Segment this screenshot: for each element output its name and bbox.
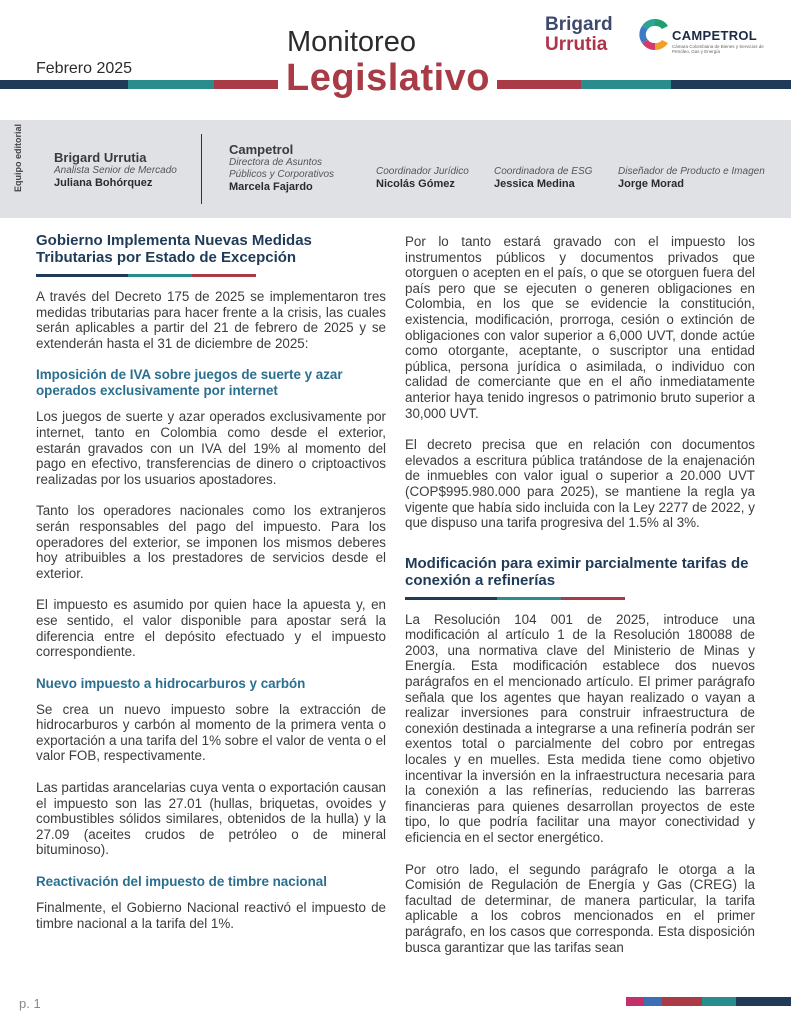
editor-role: Coordinadora de ESG	[494, 166, 593, 177]
paragraph: Por otro lado, el segundo parágrafo le otorga a la Comisión de Regulación de Energía y Gas (CREG) la facultad de determinar, de manera particular, la tarifa aplicable a los cobros mencionados en el primer parágrafo, en los casos que corresponda. Esta disposición busca garantizar que las tarifas sean	[405, 861, 755, 955]
paragraph: Finalmente, el Gobierno Nacional reactivó el impuesto de timbre nacional a la tarifa del 1%.	[36, 900, 386, 931]
editor-designer	[618, 166, 788, 190]
footer-stripe-navy	[736, 997, 791, 1006]
article-title-tax-measures: Gobierno Implementa Nuevas Medidas Tributarias por Estado de Excepción	[36, 232, 312, 266]
footer-stripe-teal	[702, 997, 736, 1006]
footer-stripe-blue	[644, 997, 662, 1006]
paragraph: Por lo tanto estará gravado con el impuesto los instrumentos públicos y documentos privados que otorguen o acepten en el país, o que se otorguen fuera del país pero que se ejecuten o generen obligaciones en Colombia, en los que se evidencie la constitución, existencia, modificación, prorroga, cesión o extinción de obligaciones con valor superior a 6,000 UVT, donde actúe como otorgante, aceptante, o suscriptor una entidad pública, persona jurídica o asimilada, o individuo con calidad de comerciante que en el año inmediatamente anterior haya tenido ingresos o patrimonio bruto superior a 30,000 UVT.	[405, 234, 755, 421]
editor-legal-coordinator	[376, 166, 491, 190]
title-underline	[405, 597, 625, 600]
paragraph: Los juegos de suerte y azar operados exclusivamente por internet, tanto en Colombia como desde el exterior, estarán gravados con un IVA del 19% al momento del pago en efectivo, transferencias de dinero o criptoactivos realizadas por los usuarios apostadores.	[36, 409, 386, 487]
brigard-urrutia-logo	[545, 15, 613, 55]
editor-role: Analista Senior de Mercado	[54, 165, 177, 176]
paragraph: Tanto los operadores nacionales como los extranjeros serán responsables del pago del impuesto. Para los operadores del exterior, se imponen los mismos deberes hoy atribuibles a los prestadores de servicios desde el exterior.	[36, 503, 386, 581]
header-stripe-teal	[128, 80, 214, 89]
newsletter-title-line1: Monitoreo	[287, 26, 416, 58]
paragraph: A través del Decreto 175 de 2025 se implementaron tres medidas tributarias para hacer frente a la crisis, las cuales serán aplicables a partir del 21 de febrero de 2025 y se extenderán hasta el 31 de diciembre de 2025:	[36, 289, 386, 351]
editor-name: Nicolás Gómez	[376, 178, 455, 190]
subheading-hydrocarbons-tax: Nuevo impuesto a hidrocarburos y carbón	[36, 675, 306, 691]
editor-name: Marcela Fajardo	[229, 181, 313, 193]
page-number: p. 1	[19, 996, 41, 1011]
footer-stripe-magenta	[626, 997, 644, 1006]
editor-org: Brigard Urrutia	[54, 150, 147, 165]
page-header	[0, 0, 791, 118]
editor-role: Coordinador Jurídico	[376, 166, 469, 177]
campetrol-logo-name: CAMPETROL	[672, 28, 758, 43]
paragraph: El decreto precisa que en relación con documentos elevados a escritura pública tratándose de la enajenación de inmuebles con valor igual o superior a 20.000 UVT (COP$995.980.000 para 2025), se mantiene la regla ya vigente que había sido incluida con la Ley 2277 de 2022, y que dispuso una tarifa progresiva del 1.5% al 3%.	[405, 437, 755, 531]
brigard-logo-line2: Urrutia	[545, 34, 608, 55]
left-column	[36, 232, 386, 947]
header-stripe-teal-right	[581, 80, 671, 89]
paragraph: El impuesto es asumido por quien hace la apuesta y, en ese sentido, el valor disponible para apostar será la diferencia entre el depósito efectuado y el impuesto correspondiente.	[36, 597, 386, 660]
campetrol-logo-subtitle: Cámara Colombiana de Bienes y Servicios de Petróleo, Gas y Energía	[672, 44, 764, 54]
editorial-team-band	[0, 120, 791, 218]
editor-name: Juliana Bohórquez	[54, 177, 153, 189]
header-stripe-red-right	[497, 80, 581, 89]
paragraph: Las partidas arancelarias cuya venta o exportación causan el impuesto son las 27.01 (hullas, briquetas, ovoides y combustibles sólidos similares, obtenidos de la hulla) y la 27.09 (aceites crudos de petróleo o de mineral bituminoso).	[36, 780, 386, 858]
editorial-team-label: Equipo editorial	[13, 123, 23, 192]
paragraph: La Resolución 104 001 de 2025, introduce una modificación al artículo 1 de la Resolución 180088 de 2003, una normativa clave del Ministerio de Minas y Energía. Esta modificación establece dos nuevos parágrafos en el mencionado artículo. El primer parágrafo señala que los agentes que hayan realizado o vayan a realizar inversiones para construir infraestructura de conexión destinada a integrarse a una refinería podrán ser exentos total o parcialmente del cobro por entregas locales y en muelles. Esta medida tiene como objetivo incentivar la inversión en la infraestructura necesaria para la conexión a las refinerías, reduciendo las barreras financieras para quienes desarrollan proyectos de este tipo, lo que podría facilitar una mayor conectividad y eficiencia en el sector energético.	[405, 611, 755, 845]
newsletter-title-line2: Legislativo	[286, 57, 490, 99]
campetrol-logo	[638, 16, 778, 56]
editorial-divider	[201, 134, 202, 204]
editor-brigard	[54, 150, 194, 189]
header-stripe-red	[214, 80, 278, 89]
article-title-refinery-tariffs: Modificación para eximir parcialmente tarifas de conexión a refinerías	[405, 554, 749, 589]
right-column	[405, 234, 755, 971]
editor-role: Directora de Asuntos Públicos y Corporativos	[229, 157, 335, 180]
editor-esg-coordinator	[494, 166, 614, 190]
footer-stripe-red	[662, 997, 702, 1006]
header-stripe-navy-right	[671, 80, 791, 89]
header-stripe-navy	[0, 80, 128, 89]
subheading-stamp-tax: Reactivación del impuesto de timbre nacional	[36, 874, 327, 890]
editor-name: Jorge Morad	[618, 178, 685, 190]
editor-role: Diseñador de Producto e Imagen	[618, 166, 765, 177]
editor-name: Jessica Medina	[494, 178, 575, 190]
title-underline	[36, 274, 256, 277]
brigard-logo-line1: Brigard	[545, 14, 613, 35]
editor-org: Campetrol	[229, 142, 294, 157]
paragraph: Se crea un nuevo impuesto sobre la extracción de hidrocarburos y carbón al momento de la primera venta o exportación a una tarifa del 1% sobre el valor de venta o el valor FOB, respectivamente.	[36, 701, 386, 764]
campetrol-emblem-icon	[638, 16, 672, 54]
editor-campetrol	[229, 142, 359, 193]
subheading-iva-games: Imposición de IVA sobre juegos de suerte y azar operados exclusivamente por internet	[36, 367, 343, 399]
issue-date: Febrero 2025	[36, 60, 133, 77]
